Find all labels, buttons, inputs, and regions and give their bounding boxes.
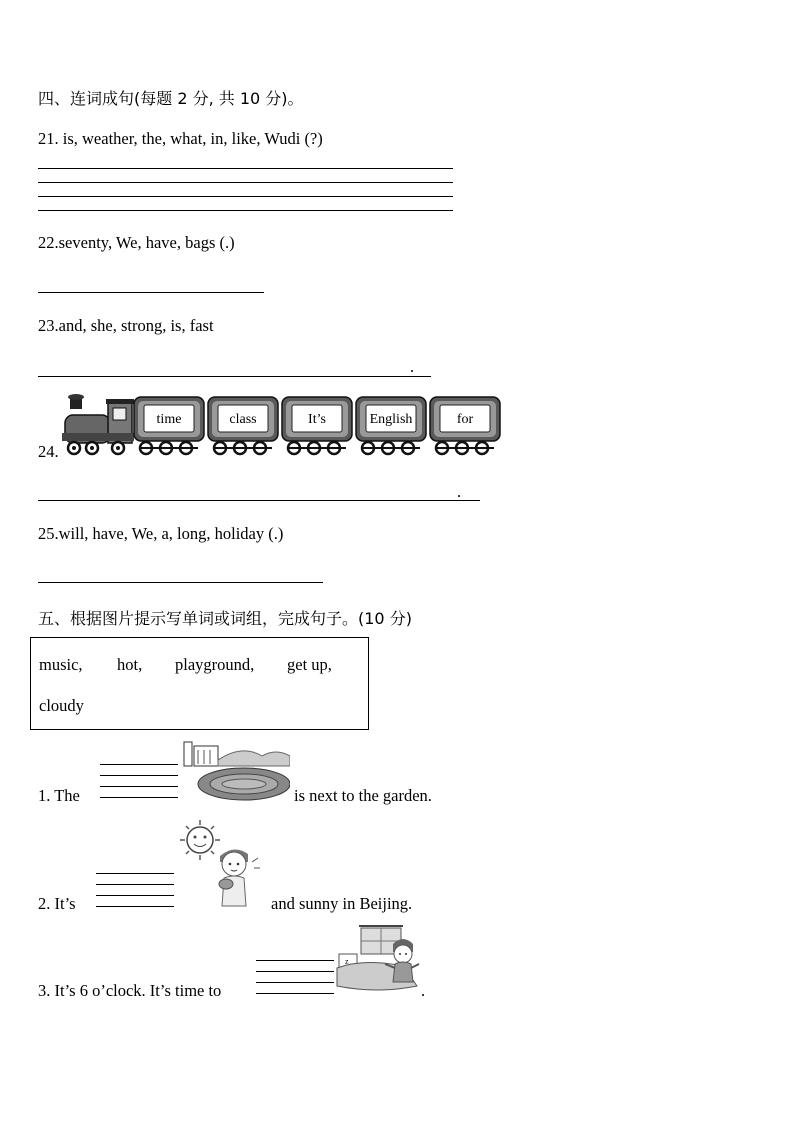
train-word: for	[456, 412, 474, 427]
get-up-image	[333, 924, 421, 994]
sentence-2-end: and sunny in Beijing.	[271, 894, 413, 913]
locomotive-icon	[62, 394, 134, 454]
word-bank-item: music,	[39, 655, 83, 674]
sentence-2-start: 2. It’s	[38, 894, 76, 913]
answer-line	[256, 960, 334, 961]
answer-line	[96, 873, 174, 874]
train-car	[282, 397, 352, 454]
boy-icon	[219, 849, 260, 906]
answer-line	[38, 500, 480, 501]
answer-line	[38, 210, 453, 211]
hot-sunny-image	[176, 818, 266, 912]
train-car	[134, 397, 204, 454]
train-car	[208, 397, 278, 454]
train-word: class	[229, 412, 257, 427]
answer-line	[100, 797, 178, 798]
sentence-1-start: 1. The	[38, 786, 80, 805]
answer-line	[38, 182, 453, 183]
answer-line	[256, 993, 334, 994]
answer-line	[96, 884, 174, 885]
word-bank-item: cloudy	[39, 696, 84, 715]
train-car	[430, 397, 500, 454]
question-22: 22.seventy, We, have, bags (.)	[38, 233, 235, 252]
answer-line	[38, 196, 453, 197]
answer-line	[100, 775, 178, 776]
question-24: 24.	[38, 442, 59, 461]
answer-line	[100, 786, 178, 787]
question-23: 23.and, she, strong, is, fast	[38, 316, 214, 335]
svg-text:z: z	[345, 957, 349, 966]
question-24-period: .	[457, 482, 462, 501]
section-4-title: 四、连词成句(每题 2 分, 共 10 分)。	[38, 89, 304, 108]
word-bank-item: hot,	[117, 655, 143, 674]
answer-line	[38, 292, 264, 293]
section-5-title: 五、根据图片提示写单词或词组，完成句子。(10 分)	[38, 609, 412, 628]
answer-line	[100, 764, 178, 765]
sentence-3-end: .	[421, 981, 426, 1000]
train-word: time	[156, 412, 182, 427]
question-23-period: .	[410, 357, 415, 376]
train-illustration	[60, 393, 505, 458]
answer-line	[38, 168, 453, 169]
answer-line	[256, 982, 334, 983]
sentence-1-end: is next to the garden.	[294, 786, 432, 805]
word-bank-box	[30, 637, 369, 730]
answer-line	[38, 376, 431, 377]
answer-line	[96, 906, 174, 907]
word-bank-item: get up,	[287, 655, 332, 674]
sun-icon	[180, 820, 220, 860]
answer-line	[256, 971, 334, 972]
question-21: 21. is, weather, the, what, in, like, Wudi (?)	[38, 129, 323, 148]
answer-line	[38, 582, 323, 583]
playground-image	[172, 740, 290, 804]
train-word: English	[369, 412, 413, 427]
question-25: 25.will, have, We, a, long, holiday (.)	[38, 524, 284, 543]
word-bank-item: playground,	[175, 655, 255, 674]
train-car	[356, 397, 426, 454]
train-word: It’s	[308, 412, 326, 427]
answer-line	[96, 895, 174, 896]
sentence-3-start: 3. It’s 6 o’clock. It’s time to	[38, 981, 222, 1000]
